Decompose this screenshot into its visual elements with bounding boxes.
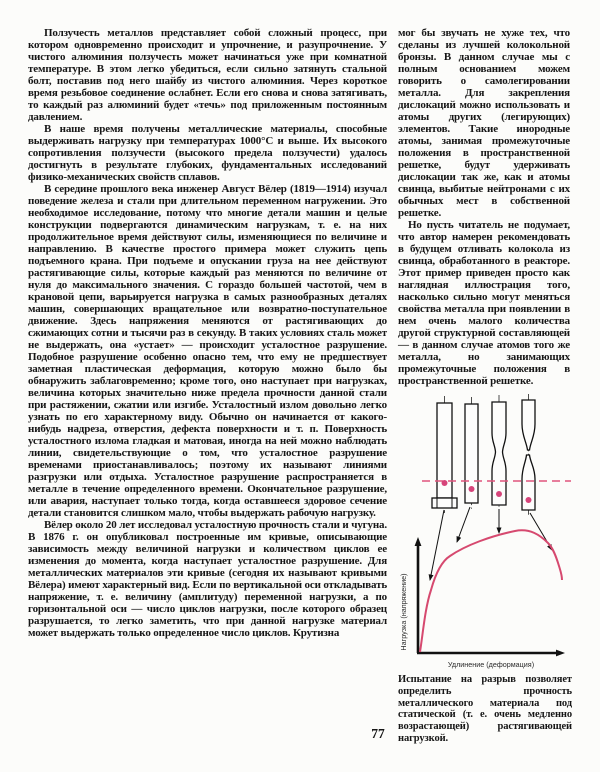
specimen-centerlines (445, 394, 529, 515)
page-number: 77 (371, 726, 385, 741)
specimen-intact (432, 403, 457, 508)
x-axis-arrowhead (556, 650, 565, 657)
specimen-necked (492, 402, 506, 505)
tensile-test-diagram (396, 393, 572, 677)
y-axis-arrowhead (415, 537, 422, 546)
paragraph-bell-bronze: мог бы звучать не хуже тех, что сделаны из лучшей колокольной бронзы. В данном случае мы с полным основанием можем говорить о самолегировании металла. Для закрепления дислокаций можно использовать и атомы других (легирующих) элементов. Такие инородные атомы, занимая промежуточные положения в пространственной решетке, будут удерживать дислокации так же, как и атомы свинца, выбитые нейтронами с их обычных мест в собственной решетке. (398, 27, 570, 219)
x-axis-label: Удлинение (деформация) (447, 660, 535, 669)
paragraph-heat-resistant-alloys: В наше время получены металлические материалы, способные выдерживать нагрузку при температурах 1000°С и выше. Их высокого сопротивления ползучести (высокого предела ползучести) удалось достигнуть в результате глубоких, фундаментальных исследований физико-механических свойств сплавов. (28, 123, 387, 183)
y-axis-label: Нагрузка (напряжение) (399, 573, 408, 651)
paragraph-creep-intro: Ползучесть металлов представляет собой сложный процесс, при котором одновременно происходит и упрочнение, и разупрочнение. У чистого алюминия ползучесть может начинаться уже при комнатной температуре. В этом легко убедиться, если сильно затянуть стальной болт, поставив под него шайбу из чистого алюминия. Через короткое время резьбовое соединение ослабнет. Если его снова и снова затягивать, то каждый раз алюминий будет «течь» под приложенным постоянным давлением. (28, 27, 387, 123)
axes (415, 537, 565, 656)
specimen-fractured (522, 400, 535, 510)
right-column (398, 27, 570, 387)
left-column (28, 27, 387, 639)
pointer-arrows (430, 507, 552, 580)
paragraph-reader-note: Но пусть читатель не подумает, что автор намерен рекомендовать в будущем отливать колокола из свинца, обработанного в реакторе. Этот пример приведен просто как наглядная иллюстрация того, насколько сильно могут меняться свойства металла при появлении в нем очень малого количества другой структурной составляющей — в данном случае атомов того же металла, но занимающих промежуточные положения в пространственной решетке. (398, 219, 570, 387)
figure-caption: Испытание на разрыв позволяет определить прочность металлического материала под статической (т. е. очень медленно возрастающей) растягивающей нагрузкой. (398, 674, 572, 744)
tensile-test-figure (396, 393, 572, 677)
stress-strain-curve (420, 530, 562, 652)
paragraph-wohler-curves: Вёлер около 20 лет исследовал усталостную прочность стали и чугуна. В 1876 г. он опубликовал построенные им кривые, описывающие зависимость между величиной нагрузки и количеством циклов ее изменения до момента, когда наступает усталостное разрушение. Для металлических материалов эти кривые (сегодня их называют кривыми Вёлера) имеют характерный вид. Если по вертикальной оси откладывать напряжение, т. е. величину (амплитуду) переменной нагрузки, а по горизонтальной оси — число циклов нагрузки, после которого образец разрушается, то легко заметить, что при данной нагрузке материал может выдержать только определенное число циклов. Крутизна (28, 519, 388, 639)
paragraph-wohler-fatigue: В середине прошлого века инженер Август Вёлер (1819—1914) изучал поведение железа и стали при длительном переменном нагружении. Это необходимое исследование, потому что многие детали машин и целые конструкции подвергаются динамическим нагрузкам, т. е. на них продолжительное время действуют силы, изменяющиеся по величине и направлению. В качестве простого примера может служить цепь подъемного крана. При подъеме и опускании груза на нее действуют растягивающие силы, которые каждый раз меняются по величине от нуля до максимального значения. С гораздо большей частотой, чем в крановой цепи, варьируется нагрузка в самых разнообразных деталях машин, совершающих вращательное или возвратно-поступательное движение. Здесь напряжения меняются от растягивающих до сжимающих сотни и тысячи раз в секунду. В таких условиях сталь может не выдержать, она «устает» — происходит усталостное разрушение. Подобное разрушение особенно опасно тем, что ему не предшествует заметная пластическая деформация, которую можно было бы обнаружить заблаговременно; кроме того, оно наступает при нагрузках, величина которых значительно ниже предела прочности данной стали при растяжении, сжатии или изгибе. Усталостный излом довольно легко узнать по его характерному виду. Обычно он начинается от какого-нибудь надреза, отверстия, дефекта поверхности и т. п. Поверхность усталостного излома гладкая и матовая, иногда на ней можно наблюдать линии, свидетельствующие о том, что усталостное разрушение временами приостанавливалось; поэтому их называют линиями разгрузки или отдыха. Усталостное разрушение распространяется в металле в течение определенного времени. Окончательное разрушение, или авария, наступает только тогда, когда оставшееся здоровое сечение детали становится слишком мало, чтобы выдержать рабочую нагрузку. (28, 183, 387, 519)
